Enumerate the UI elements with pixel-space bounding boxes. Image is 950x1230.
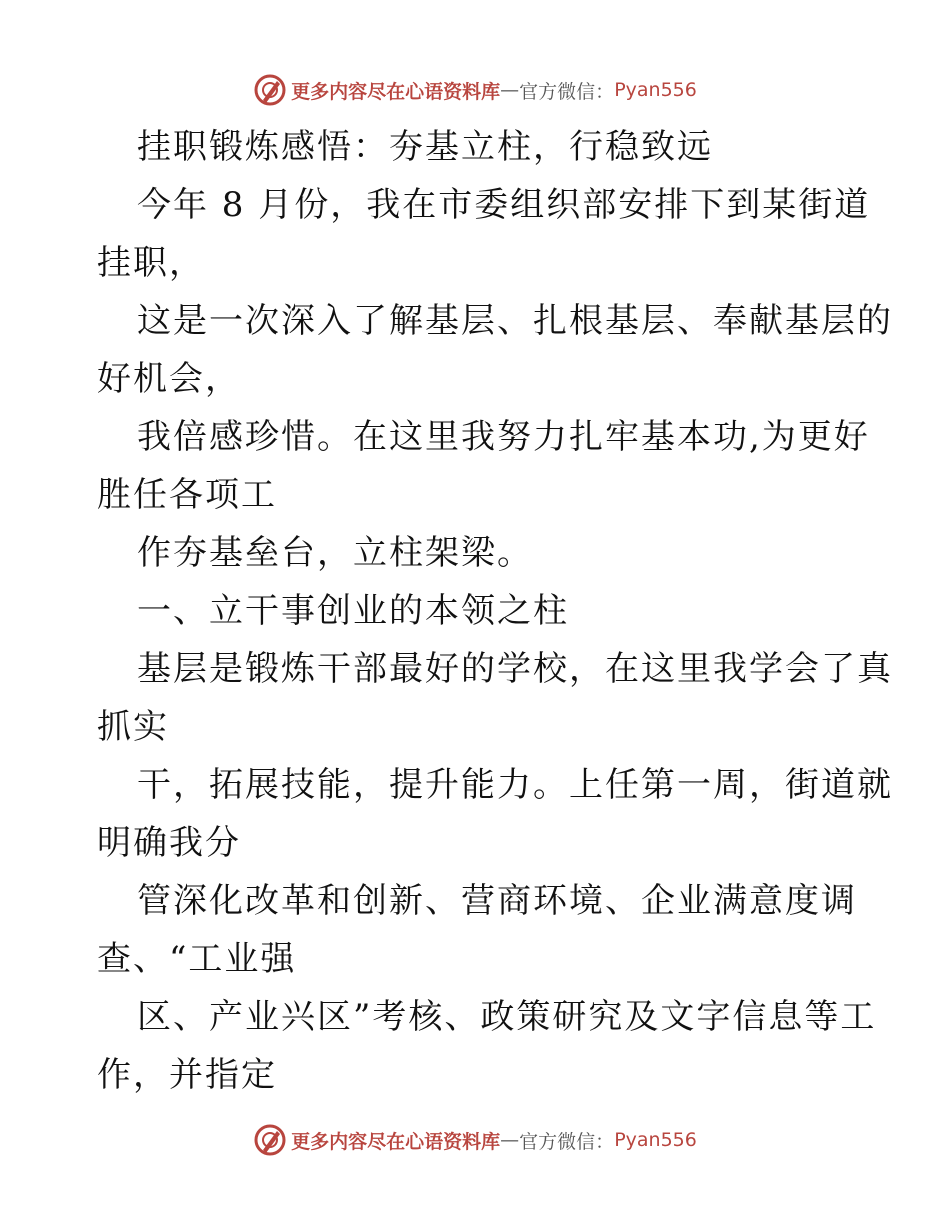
- banner-wechat-label: 官方微信：: [519, 80, 615, 103]
- paragraph-line: 胜任各项工: [97, 475, 277, 515]
- banner-separator: —: [500, 1129, 520, 1151]
- banner-ad-text: 更多内容尽在心语资料库: [291, 80, 501, 103]
- paragraph-line: 抓实: [97, 707, 169, 747]
- banner-ad-text: 更多内容尽在心语资料库: [291, 1130, 501, 1153]
- logo-icon: [253, 1123, 287, 1157]
- banner-wechat-id: Pyan556: [614, 79, 697, 101]
- paragraph-line: 好机会，: [97, 359, 241, 399]
- section-heading: 一、立干事创业的本领之柱: [137, 591, 569, 631]
- paragraph-line: 查、“工业强: [97, 939, 297, 979]
- paragraph-line: 区、产业兴区”考核、政策研究及文字信息等工: [137, 997, 877, 1037]
- paragraph-line: 作夯基垒台，立柱架梁。: [137, 533, 533, 573]
- paragraph-line: 明确我分: [97, 823, 241, 863]
- document-title: 挂职锻炼感悟：夯基立柱，行稳致远: [137, 127, 713, 167]
- paragraph-line: 基层是锻炼干部最好的学校，在这里我学会了真: [137, 649, 893, 689]
- paragraph-line: 干，拓展技能，提升能力。上任第一周，街道就: [137, 765, 893, 805]
- paragraph-line: 挂职，: [97, 243, 205, 283]
- banner-wechat-label: 官方微信：: [519, 1130, 615, 1153]
- footer-banner: [0, 1120, 950, 1160]
- logo-icon: [253, 73, 287, 107]
- header-banner: [0, 70, 950, 110]
- paragraph-line: 这是一次深入了解基层、扎根基层、奉献基层的: [137, 301, 893, 341]
- banner-wechat-id: Pyan556: [614, 1129, 697, 1151]
- paragraph-line: 管深化改革和创新、营商环境、企业满意度调: [137, 881, 857, 921]
- paragraph-line: 我倍感珍惜。在这里我努力扎牢基本功,为更好: [137, 417, 870, 457]
- banner-separator: —: [500, 79, 520, 101]
- document-body: [97, 118, 893, 1104]
- paragraph-line: 作，并指定: [97, 1055, 277, 1095]
- paragraph-line: 今年 8 月份，我在市委组织部安排下到某街道: [137, 185, 871, 225]
